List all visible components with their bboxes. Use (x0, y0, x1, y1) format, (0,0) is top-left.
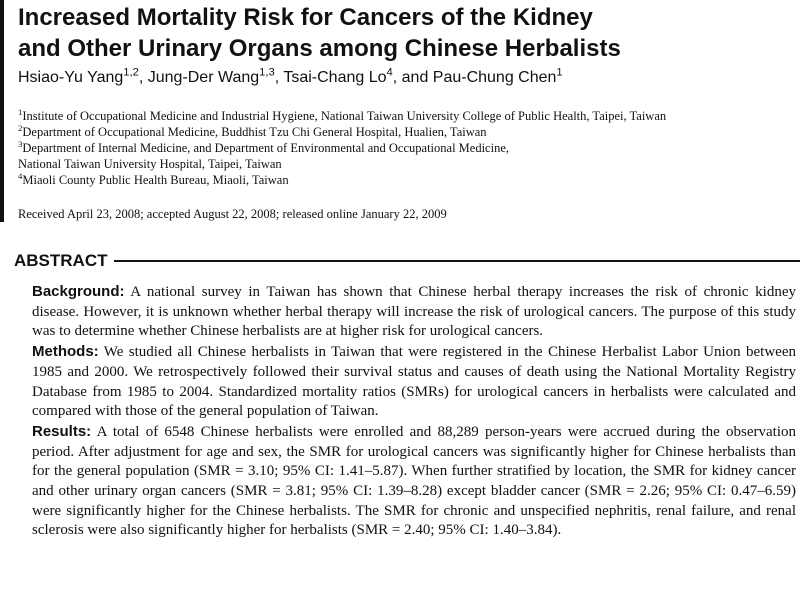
author-list (18, 68, 788, 88)
abstract-heading (14, 250, 800, 272)
affiliation-item (18, 156, 788, 172)
author-name: Tsai-Chang Lo (283, 69, 387, 86)
background-label: Background: (32, 283, 125, 300)
affiliation-item (18, 108, 788, 124)
affiliation-item (18, 124, 788, 140)
author-affiliation-ref: 1,3 (259, 66, 275, 79)
affiliation-text: Miaoli County Public Health Bureau, Miaoli, Taiwan (22, 173, 289, 187)
title-line-1: Increased Mortality Risk for Cancers of the Kidney (18, 4, 593, 31)
author-name: Pau-Chung Chen (432, 69, 557, 86)
author-name: Jung-Der Wang (147, 69, 260, 86)
abstract-body (32, 282, 796, 541)
received-dates: Received April 23, 2008; accepted August 22, 2008; released online January 22, 2009 (18, 207, 447, 221)
results-text: A total of 6548 Chinese herbalists were enrolled and 88,289 person-years were accrued during the observation period. After adjustment for age and sex, the SMR for urological cancers was significantly higher for Chinese herbalists than for the general population (SMR = 3.10; 95% CI: 1.41–5.87). When further stratified by location, the SMR for kidney cancer and other urinary organ cancers (SMR = 3.81; 95% CI: 1.39–8.28) except bladder cancer (SMR = 2.26; 95% CI: 0.47–6.59) were significantly higher for the Chinese herbalists. The SMR for chronic and unspecified nephritis, renal failure, and renal sclerosis were also significantly higher for herbalists (SMR = 2.40; 95% CI: 1.40–3.84). (32, 423, 796, 539)
results-label: Results: (32, 422, 92, 440)
affiliation-item (18, 140, 788, 156)
article-title (18, 2, 788, 64)
affiliation-item (18, 172, 788, 188)
author-separator: , (138, 69, 148, 86)
left-margin-bar (0, 0, 4, 222)
abstract-results (32, 422, 796, 541)
background-text: A national survey in Taiwan has shown that Chinese herbal therapy increases the risk of chronic kidney disease. However, it is unknown whether herbal therapy will increase the risk of urological cancers. The purpose of this study was to determine whether Chinese herbalists are at higher risk for urological cancers. (32, 284, 796, 340)
methods-label: Methods: (32, 343, 99, 361)
abstract-heading-rule (114, 260, 800, 262)
affiliation-text: Institute of Occupational Medicine and Industrial Hygiene, National Taiwan University College of Public Health, Taipei, Taiwan (22, 109, 667, 123)
author-affiliation-ref: 1,2 (123, 66, 139, 79)
affiliation-list (18, 108, 788, 188)
abstract-heading-label: ABSTRACT (14, 251, 108, 270)
methods-text: We studied all Chinese herbalists in Taiwan that were registered in the Chinese Herbalist Labor Union between 1985 and 2000. We retrospectively followed their survival status and causes of death using the National Mortality Registry Database from 1985 to 2004. Standardized mortality ratios (SMRs) for urological cancers in herbalists were calculated and compared with those of the general population of Taiwan. (32, 344, 796, 420)
affiliation-text: Department of Internal Medicine, and Department of Environmental and Occupational Medicine, (22, 141, 510, 155)
affiliation-number: 1 (18, 106, 23, 117)
affiliation-text: National Taiwan University Hospital, Taipei, Taiwan (18, 157, 282, 171)
affiliation-number: 3 (18, 138, 23, 149)
abstract-background (32, 282, 796, 342)
affiliation-text: Department of Occupational Medicine, Buddhist Tzu Chi General Hospital, Hualien, Taiwan (22, 125, 487, 139)
author-name: Hsiao-Yu Yang (18, 69, 124, 86)
author-separator: , (274, 69, 284, 86)
affiliation-number: 4 (18, 170, 23, 181)
title-line-2: and Other Urinary Organs among Chinese Herbalists (18, 35, 621, 62)
affiliation-number: 2 (18, 122, 23, 133)
author-affiliation-ref: 1 (556, 66, 563, 79)
author-affiliation-ref: 4 (386, 66, 393, 79)
abstract-methods (32, 342, 796, 422)
author-separator: , and (392, 69, 433, 86)
